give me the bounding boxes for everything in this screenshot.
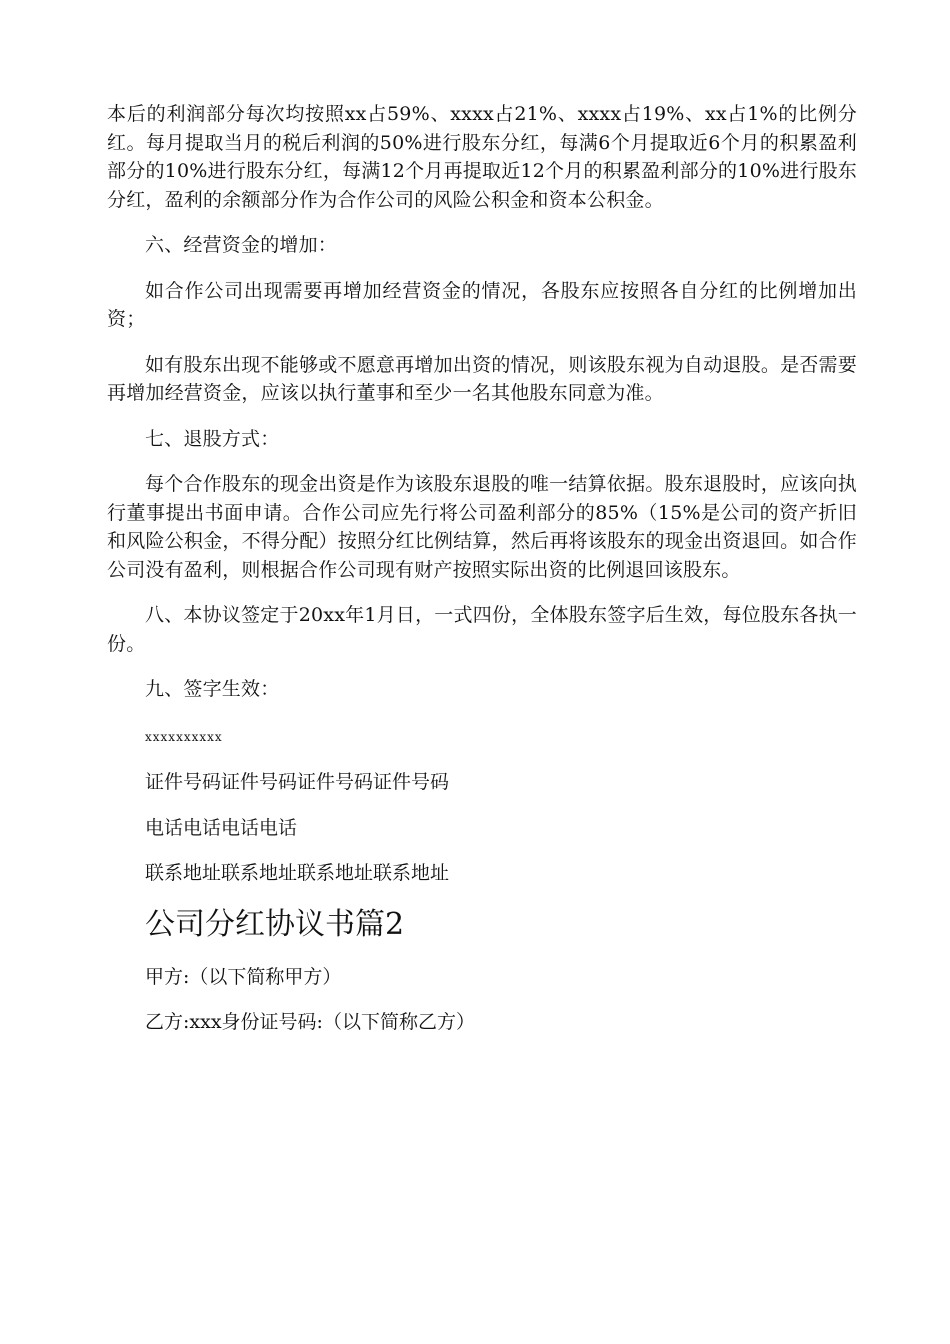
party-b-line: 乙方:xxx身份证号码:（以下简称乙方） (145, 1011, 475, 1033)
document-page (107, 100, 857, 1054)
section-7-title: 七、退股方式： (145, 427, 280, 450)
section-6-title: 六、经营资金的增加： (145, 234, 338, 256)
section-heading-2: 公司分红协议书篇2 (145, 906, 405, 942)
section-6-paragraph-1: 如合作公司出现需要再增加经营资金的情况，各股东应按照各自分红的比例增加出资； (107, 279, 857, 330)
signature-names-text: xxxxxxxxxx (145, 729, 223, 744)
section-8-paragraph: 八、本协议签定于20xx年1月日，一式四份，全体股东签字后生效，每位股东各执一份。 (107, 604, 857, 655)
section-6-paragraph-2: 如有股东出现不能够或不愿意再增加出资的情况，则该股东视为自动退股。是否需要再增加经营资金，应该以执行董事和至少一名其他股东同意为准。 (107, 353, 857, 404)
section-7-paragraph-1: 每个合作股东的现金出资是作为该股东退股的唯一结算依据。股东退股时，应该向执行董事提出书面申请。合作公司应先行将公司盈利部分的85%（15%是公司的资产折旧和风险公积金，不得分配）按照分红比例结算，然后再将该股东的现金出资退回。如合作公司没有盈利，则根据合作公司现有财产按照实际出资的比例退回该股东。 (107, 473, 857, 581)
section-9-title: 九、签字生效： (145, 678, 280, 700)
profit-distribution-paragraph: 本后的利润部分每次均按照xx占59%、xxxx占21%、xxxx占19%、xx占1%的比例分红。每月提取当月的税后利润的50%进行股东分红，每满6个月提取近6个月的积累盈利部分的10%进行股东分红，每满12个月再提取近12个月的积累盈利部分的10%进行股东分红，盈利的余额部分作为合作公司的风险公积金和资本公积金。 (107, 103, 857, 211)
party-a-line: 甲方:（以下简称甲方） (145, 965, 342, 988)
signature-id-line: 证件号码证件号码证件号码证件号码 (145, 771, 450, 793)
signature-address-line: 联系地址联系地址联系地址联系地址 (145, 862, 450, 884)
signature-phone-line: 电话电话电话电话 (145, 816, 298, 839)
signature-names (107, 721, 857, 752)
